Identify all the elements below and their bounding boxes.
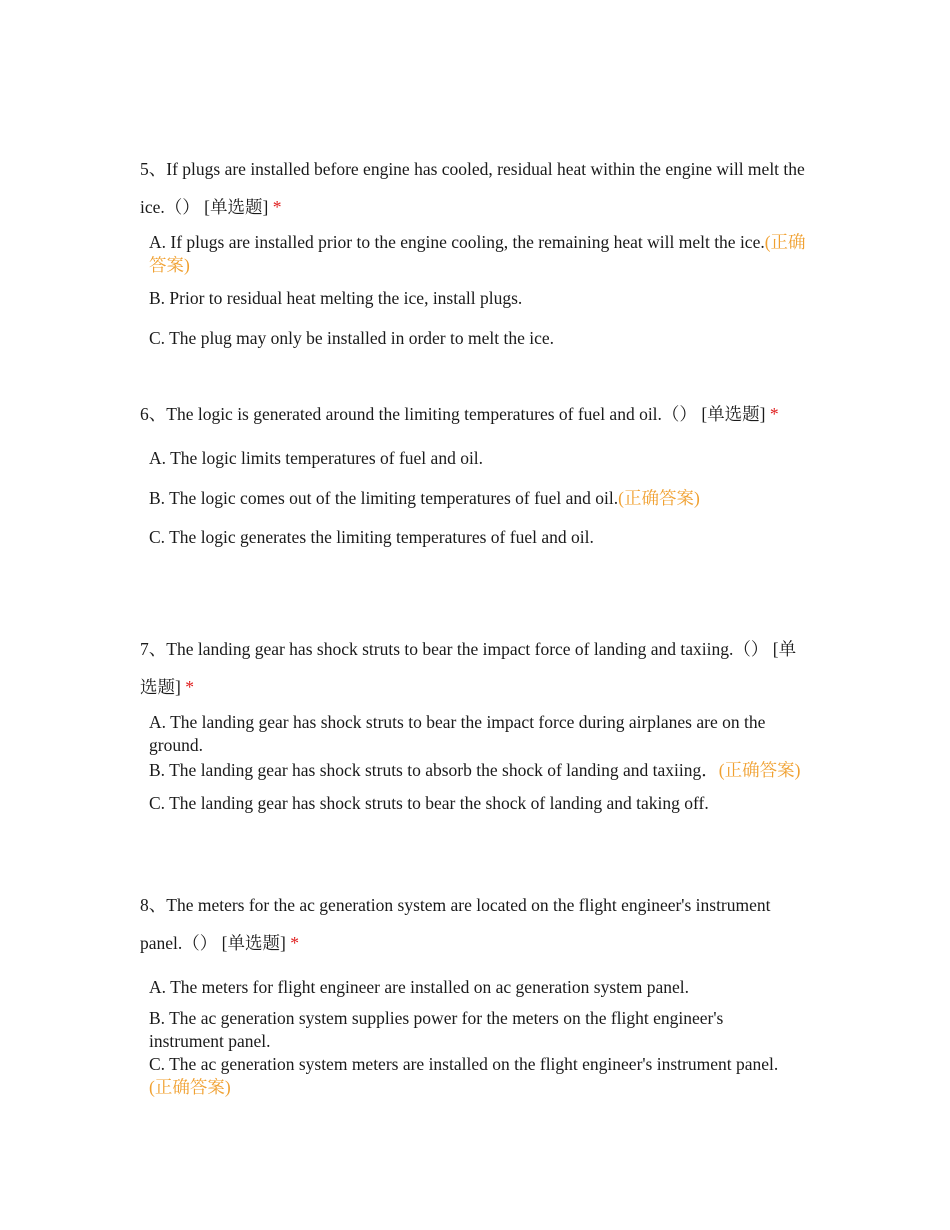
question-stem [140, 630, 805, 706]
required-mark: * [769, 404, 779, 424]
option-a[interactable] [149, 976, 799, 999]
option-text: B. The ac generation system supplies power for the meters on the flight engineer's instrument panel. [149, 1008, 724, 1051]
question-text: If plugs are installed before engine has cooled, residual heat within the engine will melt the ice.（） [140, 159, 805, 217]
option-text: B. The landing gear has shock struts to absorb the shock of landing and taxiing． [149, 760, 719, 780]
question-text: The meters for the ac generation system are located on the flight engineer's instrument panel.（） [140, 895, 771, 953]
question-type-tag: [单选题] [204, 197, 269, 217]
option-list [149, 447, 812, 549]
option-text: A. The logic limits temperatures of fuel and oil. [149, 448, 484, 468]
option-list [149, 231, 810, 350]
option-a[interactable] [149, 711, 805, 757]
question-text: The logic is generated around the limiting temperatures of fuel and oil.（） [166, 404, 697, 424]
question-type-tag: [单选题] [221, 933, 286, 953]
option-c[interactable] [149, 1053, 799, 1099]
question-type-tag: [单选题] [140, 639, 797, 697]
question-number: 8、 [140, 895, 167, 915]
option-text: B. Prior to residual heat melting the ice, install plugs. [149, 288, 523, 308]
option-text: A. The landing gear has shock struts to bear the impact force during airplanes are on the ground. [149, 712, 766, 755]
option-c[interactable] [149, 792, 805, 815]
question-8 [140, 886, 780, 1099]
required-mark: * [290, 933, 299, 953]
option-b[interactable] [149, 487, 812, 510]
correct-answer-label: (正确答案) [618, 488, 700, 508]
option-a[interactable] [149, 447, 812, 470]
option-text: C. The landing gear has shock struts to bear the shock of landing and taking off. [149, 793, 709, 813]
option-text: A. If plugs are installed prior to the engine cooling, the remaining heat will melt the ice. [149, 232, 765, 252]
question-type-tag: [单选题] [701, 404, 766, 424]
option-text: B. The logic comes out of the limiting temperatures of fuel and oil. [149, 488, 619, 508]
option-c[interactable] [149, 327, 810, 350]
question-number: 6、 [140, 404, 167, 424]
question-7 [140, 630, 805, 815]
option-b[interactable] [149, 759, 805, 782]
question-stem [140, 886, 780, 962]
correct-answer-label: (正确答案) [718, 760, 801, 780]
question-stem [140, 150, 810, 226]
option-text: A. The meters for flight engineer are installed on ac generation system panel. [149, 977, 690, 997]
question-number: 7、 [140, 639, 167, 659]
question-text: The landing gear has shock struts to bear the impact force of landing and taxiing.（） [166, 639, 769, 659]
question-5 [140, 150, 810, 350]
question-6 [140, 398, 812, 549]
option-b[interactable] [149, 287, 810, 310]
option-list [149, 711, 805, 815]
correct-answer-label: (正确答案) [149, 1077, 231, 1097]
required-mark: * [185, 677, 194, 697]
option-list [149, 976, 799, 1099]
option-a[interactable] [149, 231, 810, 277]
option-text: C. The logic generates the limiting temperatures of fuel and oil. [149, 527, 594, 547]
option-text: C. The ac generation system meters are installed on the flight engineer's instrument panel. [149, 1054, 779, 1074]
option-b[interactable] [149, 1007, 799, 1053]
question-number: 5、 [140, 159, 167, 179]
option-c[interactable] [149, 526, 812, 549]
required-mark: * [272, 197, 282, 217]
option-text: C. The plug may only be installed in order to melt the ice. [149, 328, 555, 348]
question-stem [140, 398, 812, 431]
correct-answer-label: (正确答案) [149, 232, 806, 275]
